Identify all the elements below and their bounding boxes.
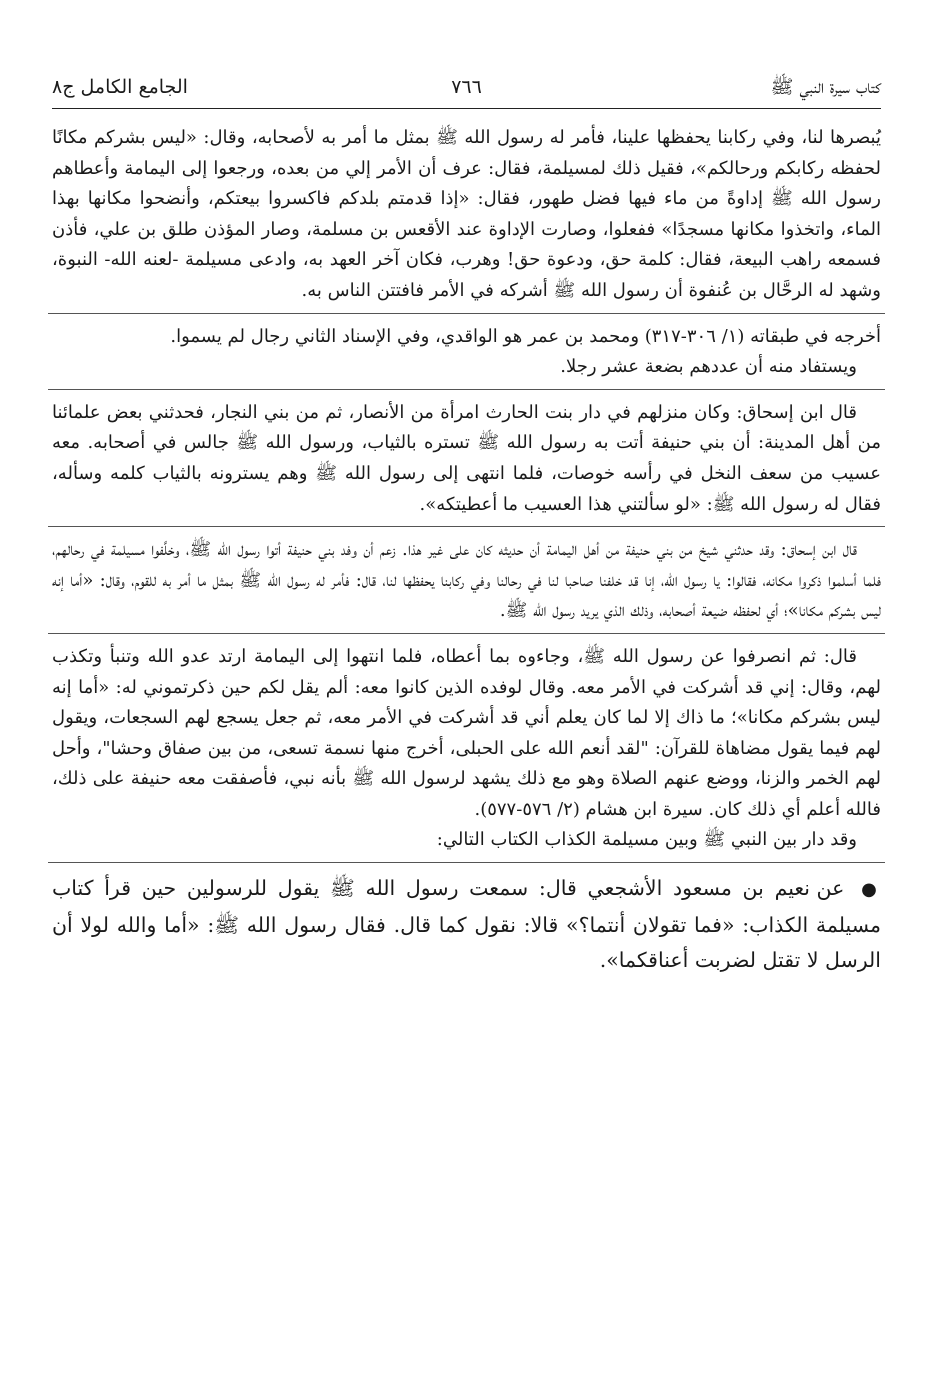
ibn-ishaq-section <box>52 398 881 520</box>
hadith-block <box>52 871 881 979</box>
section-divider <box>48 526 885 527</box>
page-header <box>52 70 881 104</box>
paragraph-continuation: يُبصرها لنا، وفي ركابنا يحفظها علينا، فأمر له رسول الله ﷺ بمثل ما أمر به لأصحابه، وقال: «ليس بشركم مكانًا لحفظه ركابكم ورحالكم»، فقيل ذلك لمسيلمة، فقال: عرف أن الأمر إلي من بعده، ورجعوا إلى اليمامة وأعطاهم رسول الله ﷺ إداوةً من ماء فيها فضل طهور، فقال: «إذا قدمتم بلدكم فاكسروا بيعتكم، وأنضحوا مكانها بهذا الماء، واتخذوا مكانها مسجدًا» ففعلوا، وصارت الإداوة عند الأقعس بن مسلمة، وصار المؤذن طلق بن علي، فأذن فسمعه راهب البيعة، فقال: كلمة حق، ودعوة حق! وهرب، فكان آخر العهد به، وادعى مسيلمة -لعنه الله- النبوة، وشهد له الرحَّال بن عُنفوة أن رسول الله ﷺ أشركه في الأمر فافتتن الناس به. <box>52 127 881 301</box>
paragraph-ibn-ishaq-2: قال ابن إسحاق: وقد حدثني شيخ من بني حنيفة من أهل اليمامة أن حديثه كان على غير هذا. زعم أن وفد بني حنيفة أتوا رسول الله ﷺ، وخلَّفوا مسيلمة في رحالهم، فلما أسلموا ذكروا مكانه، فقالوا: يا رسول الله، إنا قد خلفنا صاحبا لنا في رحالنا وفي ركابنا يحفظها لنا، قال: فأمر له رسول الله ﷺ بمثل ما أمر به للقوم، وقال: «أما إنه ليس بشركم مكانا»؛ أي لحفظه ضيعة أصحابه، وذلك الذي يريد رسول الله ﷺ. <box>52 539 881 622</box>
ibn-ishaq-section-2 <box>52 535 881 627</box>
section-divider <box>48 862 885 863</box>
section-divider <box>48 313 885 314</box>
note-source: أخرجه في طبقاته (١/ ٣٠٦-٣١٧) ومحمد بن عمر هو الواقدي، وفي الإسناد الثاني رجال لم يسموا. <box>170 325 881 347</box>
hadith-text: عن نعيم بن مسعود الأشجعي قال: سمعت رسول الله ﷺ يقول للرسولين حين قرأ كتاب مسيلمة الكذاب: «فما تقولان أنتما؟» قالا: نقول كما قال. فقال رسول الله ﷺ: «أما والله لولا أن الرسل لا تقتل لضربت أعناقكما». <box>52 876 881 973</box>
section-divider <box>48 633 885 634</box>
bullet-icon: ● <box>861 879 881 901</box>
series-title: الجامع الكامل ج٨ <box>52 76 188 98</box>
header-rule <box>52 108 881 109</box>
note-remark: ويستفاد منه أن عددهم بضعة عشر رجلا. <box>560 356 857 378</box>
ibn-ishaq-section-3 <box>52 642 881 856</box>
footnotes <box>52 322 881 383</box>
paragraph-musaylima: قال: ثم انصرفوا عن رسول الله ﷺ، وجاءوه بما أعطاه، فلما انتهوا إلى اليمامة ارتد عدو الله وتنبأ وتكذب لهم، وقال: إني قد أشركت في الأمر معه. وقال لوفده الذين كانوا معه: ألم يقل لكم حين ذكرتموني له: «أما إنه ليس بشركم مكانا»؛ ما ذاك إلا لما كان يعلم أني قد أشركت في الأمر معه، ثم جعل يسجع لهم السجعات، ويقول لهم فيما يقول مضاهاة للقرآن: "لقد أنعم الله على الحبلى، أخرج منها نسمة تسعى، من بين صفاق وحشا"، وأحل لهم الخمر والزنا، ووضع عنهم الصلاة وهو مع ذلك يشهد لرسول الله ﷺ بأنه نبي، فأصفقت معه حنيفة على ذلك، فالله أعلم أي ذلك كان. سيرة ابن هشام (٢/ ٥٧٦-٥٧٧). <box>52 645 881 820</box>
main-text <box>52 123 881 307</box>
book-title: كتاب سيرة النبي ﷺ <box>770 76 881 98</box>
page-number: ٧٦٦ <box>451 76 482 98</box>
paragraph-letter-intro: وقد دار بين النبي ﷺ وبين مسيلمة الكذاب الكتاب التالي: <box>436 829 857 851</box>
paragraph-ibn-ishaq-1: قال ابن إسحاق: وكان منزلهم في دار بنت الحارث امرأة من الأنصار، ثم من بني النجار، فحدثني بعض علمائنا من أهل المدينة: أن بني حنيفة أتت به رسول الله ﷺ تستره بالثياب، ورسول الله ﷺ جالس في أصحابه. معه عسيب من سعف النخل في رأسه خوصات، فلما انتهى إلى رسول الله ﷺ وهم يسترونه بالثياب كلمه وسأله، فقال له رسول الله ﷺ: «لو سألتني هذا العسيب ما أعطيتكه». <box>52 401 881 515</box>
section-divider <box>48 389 885 390</box>
